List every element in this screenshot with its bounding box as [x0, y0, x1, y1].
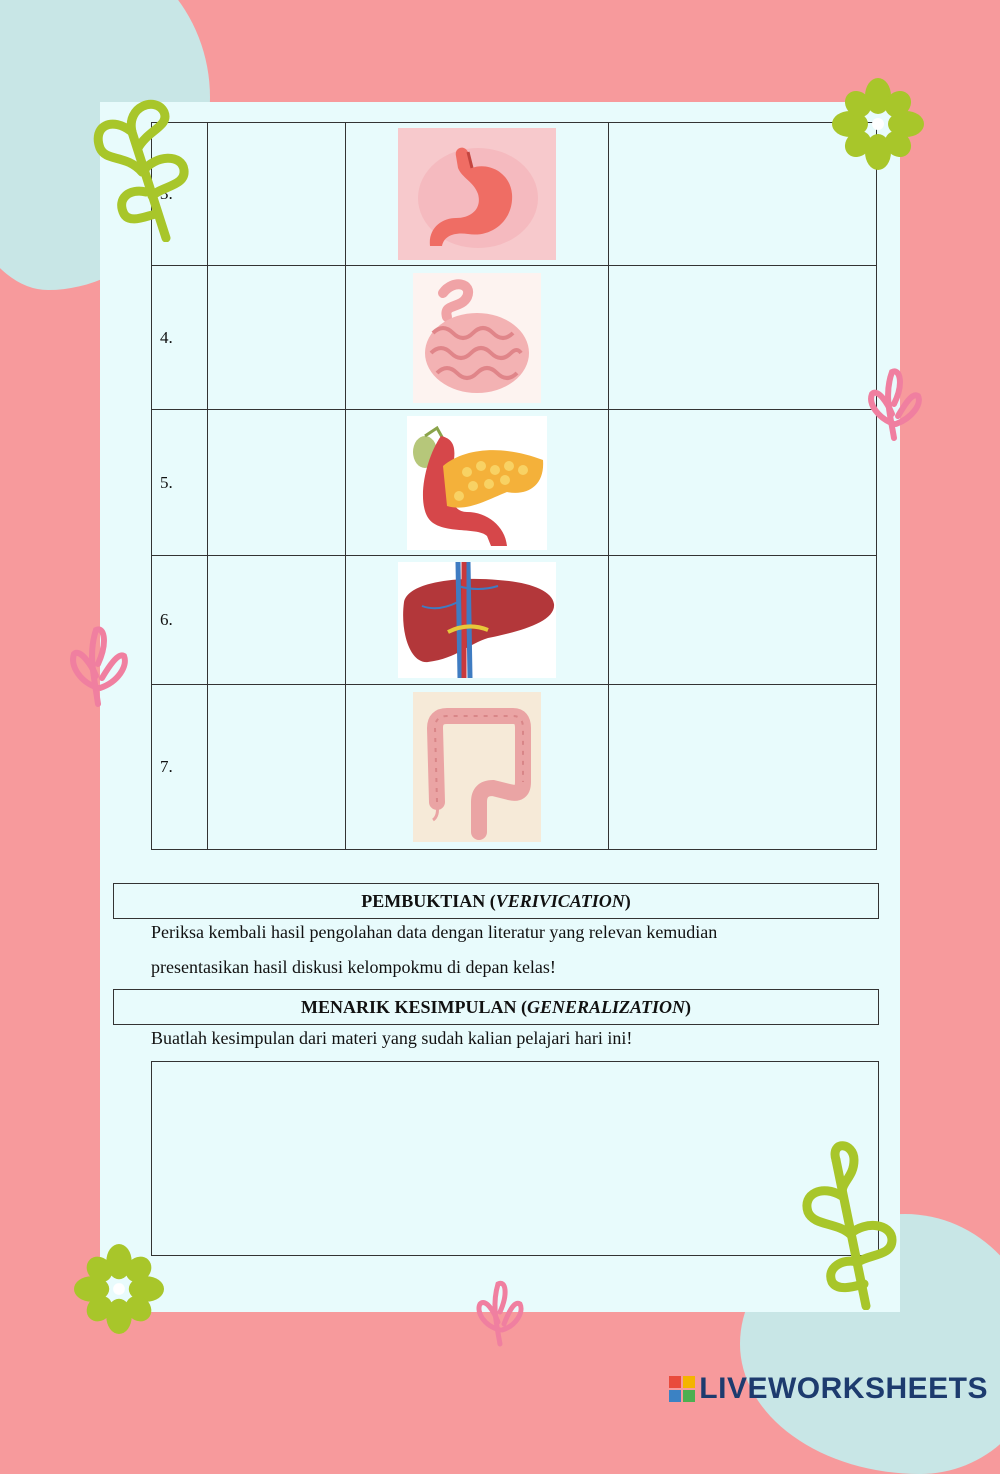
row-number: 6. [152, 556, 208, 685]
organ-table [151, 122, 877, 850]
answer-cell[interactable] [207, 556, 346, 685]
table-row [152, 556, 877, 685]
verification-instruction-line2: presentasikan hasil diskusi kelompokmu di depan kelas! [151, 957, 556, 977]
flower-icon [832, 78, 924, 170]
image-cell [346, 556, 608, 685]
verification-instruction-line1: Periksa kembali hasil pengolahan data dengan literatur yang relevan kemudian [151, 922, 718, 942]
answer-cell[interactable] [207, 266, 346, 410]
table-row [152, 410, 877, 556]
answer-cell[interactable] [608, 410, 876, 556]
heading-text-end: ) [685, 997, 692, 1017]
stomach-icon [398, 128, 556, 260]
pink-sprout-icon [472, 1276, 528, 1348]
leaf-branch-icon [796, 1140, 912, 1310]
flower-icon [74, 1243, 164, 1335]
heading-text: MENARIK KESIMPULAN ( [300, 997, 527, 1017]
row-number: 4. [152, 266, 208, 410]
pink-sprout-icon [864, 364, 926, 442]
answer-cell[interactable] [207, 123, 346, 266]
image-cell [346, 410, 608, 556]
conclusion-answer-box[interactable] [151, 1061, 879, 1256]
heading-italic-text: GENERALIZATION [526, 997, 686, 1017]
table-row [152, 123, 877, 266]
row-number: 3. [152, 123, 208, 266]
large-intestine-icon [413, 692, 541, 842]
verification-heading [113, 883, 879, 919]
small-intestine-icon [413, 273, 541, 403]
heading-text-end: ) [624, 891, 631, 911]
liveworksheets-logo-icon [669, 1376, 695, 1402]
generalization-instruction: Buatlah kesimpulan dari materi yang sudah kalian pelajari hari ini! [151, 1028, 633, 1048]
heading-italic-text: VERIVICATION [495, 891, 625, 911]
leaf-branch-icon [86, 92, 196, 242]
row-number: 7. [152, 685, 208, 850]
liveworksheets-logo-text: LIVEWORKSHEETS [699, 1372, 988, 1405]
liveworksheets-logo [669, 1372, 988, 1406]
table-row [152, 685, 877, 850]
pancreas-icon [407, 416, 547, 550]
answer-cell[interactable] [608, 266, 876, 410]
answer-cell[interactable] [207, 685, 346, 850]
image-cell [346, 685, 608, 850]
heading-text: PEMBUKTIAN ( [361, 891, 496, 911]
answer-cell[interactable] [608, 685, 876, 850]
answer-cell[interactable] [207, 410, 346, 556]
table-row [152, 266, 877, 410]
image-cell [346, 266, 608, 410]
image-cell [346, 123, 608, 266]
pink-sprout-icon [64, 620, 134, 708]
answer-cell[interactable] [608, 556, 876, 685]
row-number: 5. [152, 410, 208, 556]
generalization-heading [113, 989, 879, 1025]
liver-icon [398, 562, 556, 678]
